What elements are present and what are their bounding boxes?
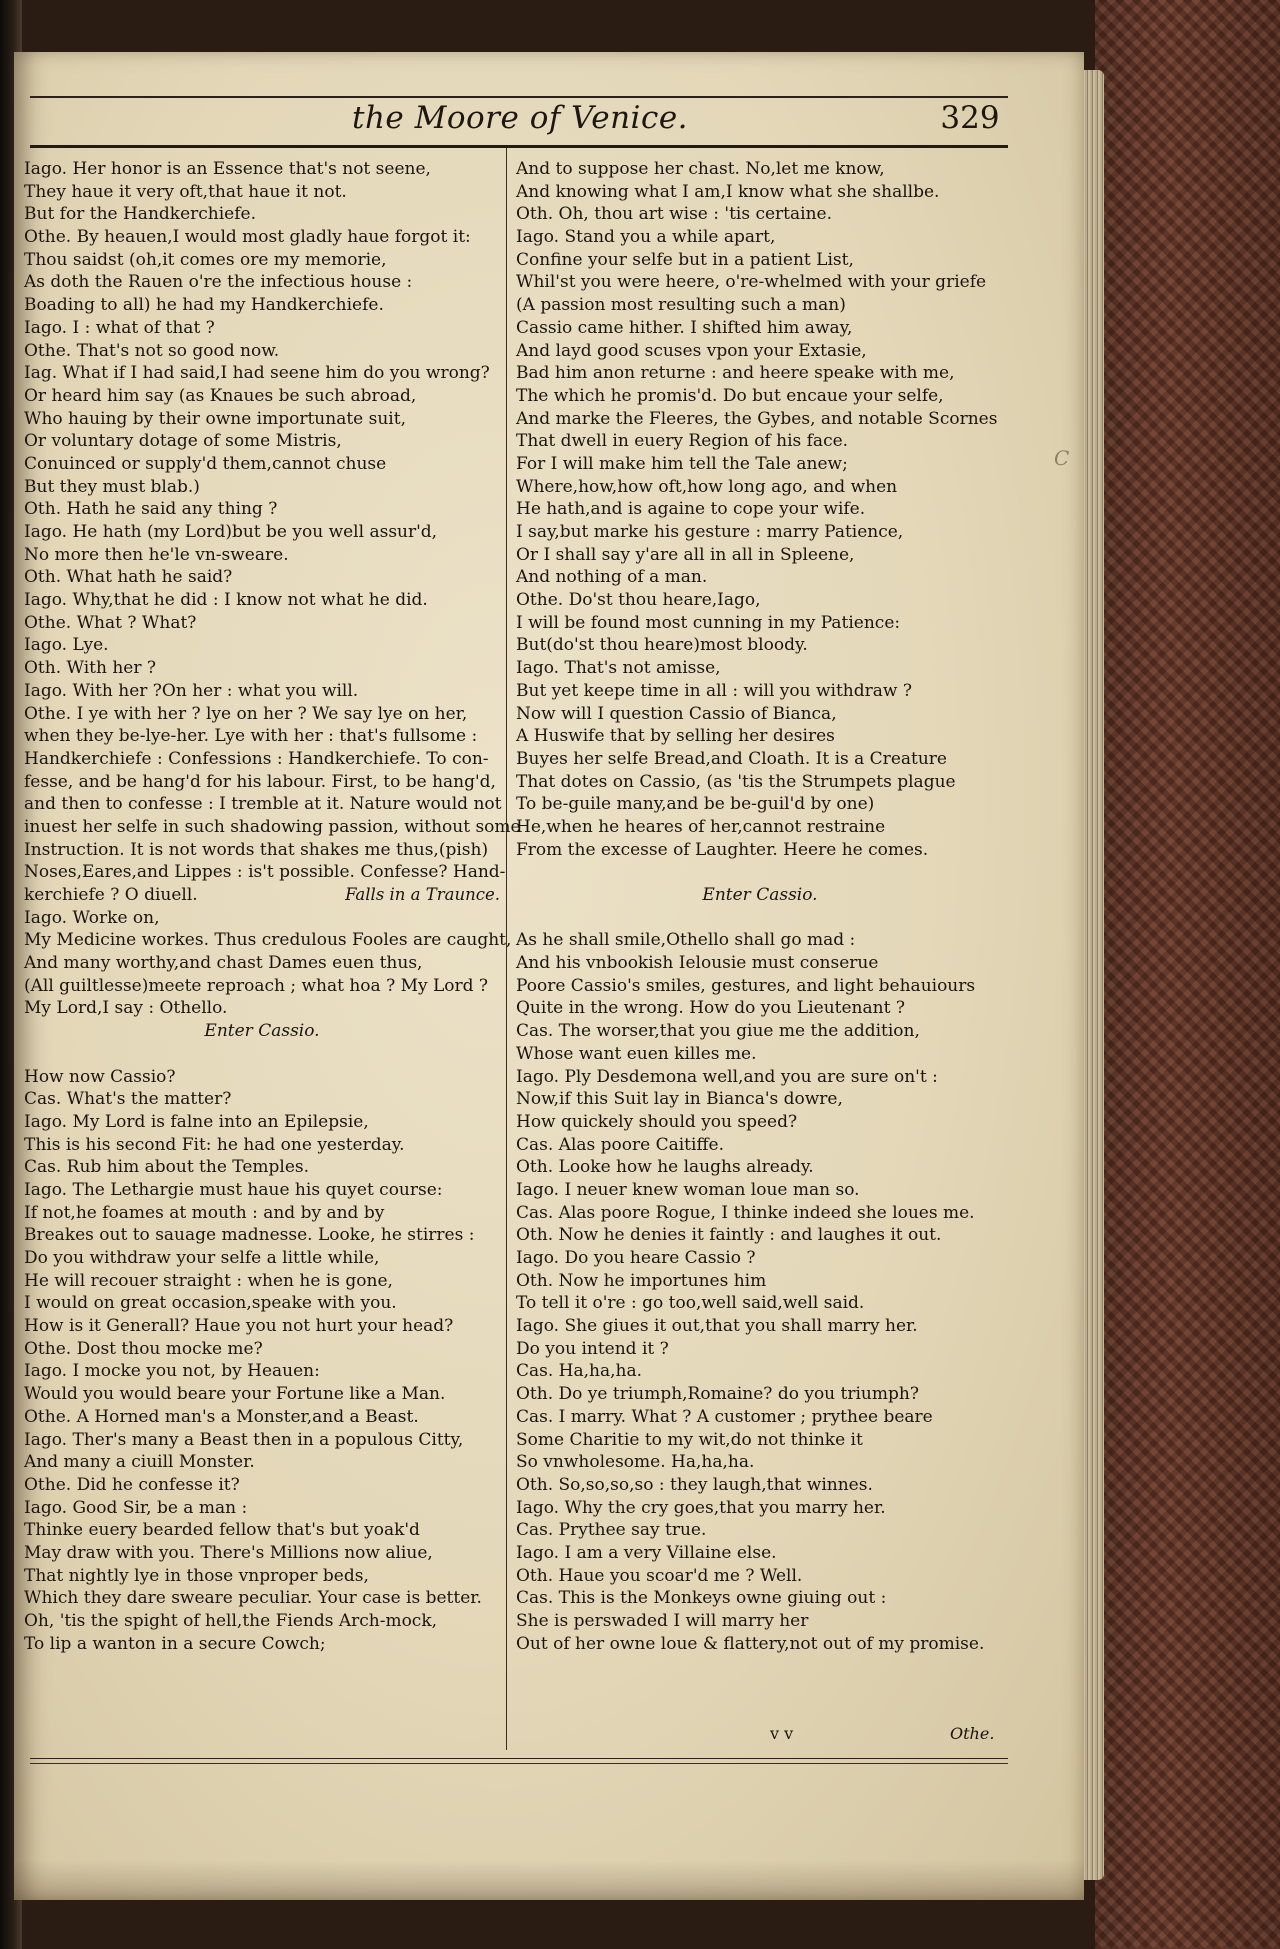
bottom-rule [30, 1758, 1008, 1759]
text-line: Where,how,how oft,how long ago, and when [516, 476, 898, 497]
margin-note: C [1054, 446, 1070, 470]
text-line: And knowing what I am,I know what she shallbe. [516, 181, 940, 202]
text-line: Oth. So,so,so,so : they laugh,that winnes. [516, 1474, 873, 1495]
text-line: Noses,Eares,and Lippes : is't possible. Confesse? Hand- [24, 862, 506, 883]
text-line: The which he promis'd. Do but encaue your selfe, [516, 385, 944, 406]
running-title: the Moore of Venice. [351, 100, 689, 136]
text-line: Oth. Do ye triumph,Romaine? do you triumph? [516, 1384, 919, 1405]
text-line: For I will make him tell the Tale anew; [516, 453, 848, 474]
text-line: Iago. Why,that he did : I know not what he did. [24, 590, 428, 611]
text-line: Iago. Good Sir, be a man : [24, 1497, 248, 1518]
stage-direction-falls: Falls in a Traunce. [345, 885, 500, 904]
text-line: (A passion most resulting such a man) [516, 295, 846, 316]
text-line: This is his second Fit: he had one yesterday. [24, 1134, 405, 1155]
text-line: Oth. Now he importunes him [516, 1270, 767, 1291]
top-rule [30, 96, 1008, 98]
text-line: Iago. She giues it out,that you shall marry her. [516, 1316, 918, 1337]
text-line: How is it Generall? Haue you not hurt your head? [24, 1316, 454, 1337]
text-line: That nightly lye in those vnproper beds, [24, 1565, 369, 1586]
text-line: Oth. Oh, thou art wise : 'tis certaine. [516, 204, 832, 225]
text-line: Instruction. It is not words that shakes me thus,(pish) [24, 839, 489, 860]
text-line: Iago. Worke on, [24, 907, 160, 928]
text-line: (All guiltlesse)meete reproach ; what hoa ? My Lord ? [24, 975, 489, 996]
text-line: I would on great occasion,speake with you. [24, 1293, 397, 1314]
text-line: Iago. My Lord is falne into an Epilepsie, [24, 1111, 369, 1132]
text-line: He hath,and is againe to cope your wife. [516, 499, 866, 520]
text-line: Iago. Ther's many a Beast then in a populous Citty, [24, 1429, 464, 1450]
text-line: Cas. What's the matter? [24, 1089, 232, 1110]
text-line: Iago. Ply Desdemona well,and you are sure on't : [516, 1066, 938, 1087]
text-line: Cas. I marry. What ? A customer ; prythee beare [516, 1406, 933, 1427]
text-line: Oth. Now he denies it faintly : and laughes it out. [516, 1225, 942, 1246]
text-line: Thinke euery bearded fellow that's but yoak'd [24, 1520, 420, 1541]
text-line [516, 907, 1004, 930]
text-line-content: kerchiefe ? O diuell. [24, 885, 198, 905]
text-line: And many a ciuill Monster. [24, 1452, 255, 1473]
text-line: and then to confesse : I tremble at it. Nature would not [24, 794, 502, 815]
text-line: He,when he heares of her,cannot restraine [516, 816, 886, 837]
text-line: And his vnbookish Ielousie must conserue [516, 953, 879, 974]
text-line: She is perswaded I will marry her [516, 1611, 809, 1631]
text-line: Now,if this Suit lay in Bianca's dowre, [516, 1089, 843, 1110]
page-number: 329 [940, 100, 1000, 136]
text-line: Whil'st you were heere, o're-whelmed with your griefe [516, 272, 987, 293]
text-line: Poore Cassio's smiles, gestures, and light behauiours [516, 975, 976, 996]
text-line: May draw with you. There's Millions now aliue, [24, 1542, 433, 1563]
text-line: They haue it very oft,that haue it not. [24, 181, 347, 202]
header-rule [30, 145, 1008, 148]
text-line: To be-guile many,and be be-guil'd by one) [516, 794, 875, 815]
text-line: As he shall smile,Othello shall go mad : [516, 930, 856, 951]
text-line: Which they dare sweare peculiar. Your case is better. [24, 1588, 482, 1609]
text-line: Would you would beare your Fortune like a Man. [24, 1384, 446, 1405]
text-line: Cas. The worser,that you giue me the addition, [516, 1021, 920, 1042]
text-line: Cas. Alas poore Rogue, I thinke indeed she loues me. [516, 1202, 975, 1223]
text-line: And to suppose her chast. No,let me know, [516, 159, 885, 179]
text-line: My Medicine workes. Thus credulous Fooles are caught, [24, 930, 512, 951]
text-line: And layd good scuses vpon your Extasie, [516, 340, 867, 361]
text-line: Oh, 'tis the spight of hell,the Fiends Arch-mock, [24, 1611, 438, 1631]
text-line: I will be found most cunning in my Patience: [516, 612, 901, 633]
text-line: Iago. Her honor is an Essence that's not seene, [24, 159, 431, 179]
text-line: Iago. With her ?On her : what you will. [24, 680, 359, 701]
text-line: Othe. That's not so good now. [24, 340, 280, 361]
text-line: My Lord,I say : Othello. [24, 998, 228, 1019]
text-line: Iago. I am a very Villaine else. [516, 1542, 777, 1563]
text-line: Iago. The Lethargie must haue his quyet course: [24, 1179, 443, 1200]
text-line: How now Cassio? [24, 1066, 176, 1087]
text-line: So vnwholesome. Ha,ha,ha. [516, 1452, 755, 1473]
text-line: Bad him anon returne : and heere speake with me, [516, 363, 955, 384]
text-line: Othe. What ? What? [24, 612, 197, 633]
text-line: Now will I question Cassio of Bianca, [516, 703, 837, 724]
text-line: Cas. Alas poore Caitiffe. [516, 1134, 724, 1155]
text-line: Who hauing by their owne importunate suit, [24, 408, 406, 429]
text-line: But(do'st thou heare)most bloody. [516, 635, 808, 656]
text-line: Othe. By heauen,I would most gladly haue forgot it: [24, 227, 471, 248]
stage-direction-enter-cassio: Enter Cassio. [702, 885, 818, 905]
text-line: Breakes out to sauage madnesse. Looke, he stirres : [24, 1225, 475, 1246]
text-line: Quite in the wrong. How do you Lieutenant ? [516, 998, 905, 1019]
text-line: That dotes on Cassio, (as 'tis the Strumpets plague [516, 771, 956, 792]
text-line: Iago. Do you heare Cassio ? [516, 1248, 756, 1268]
book-cover-right [1095, 0, 1280, 1949]
text-line: Cassio came hither. I shifted him away, [516, 317, 853, 338]
stage-direction-enter-cassio: Enter Cassio. [204, 1021, 320, 1042]
text-line: Oth. With her ? [24, 658, 156, 679]
text-line: Boading to all) he had my Handkerchiefe. [24, 295, 384, 316]
text-line: But for the Handkerchiefe. [24, 204, 256, 225]
text-line: Iago. That's not amisse, [516, 658, 721, 679]
text-line: Thou saidst (oh,it comes ore my memorie, [24, 249, 387, 270]
text-line: As doth the Rauen o're the infectious house : [24, 272, 413, 293]
text-line: That dwell in euery Region of his face. [516, 431, 849, 452]
text-line: But they must blab.) [24, 476, 200, 497]
text-line: But yet keepe time in all : will you withdraw ? [516, 680, 912, 701]
text-line: No more then he'le vn-sweare. [24, 544, 289, 565]
text-line [24, 1043, 500, 1066]
text-line: And nothing of a man. [516, 567, 708, 588]
text-line: Iago. I neuer knew woman loue man so. [516, 1179, 860, 1200]
right-column [516, 158, 1004, 1655]
text-line [24, 884, 500, 907]
signature-mark: v v [770, 1724, 794, 1743]
text-line: Othe. A Horned man's a Monster,and a Beast. [24, 1406, 419, 1427]
page-shadow [14, 1860, 1084, 1900]
text-line: Iago. He hath (my Lord)but be you well assur'd, [24, 522, 438, 542]
text-line: I say,but marke his gesture : marry Patience, [516, 522, 904, 542]
text-line: Othe. Do'st thou heare,Iago, [516, 590, 761, 611]
text-line: Out of her owne loue & flattery,not out of my promise. [516, 1633, 985, 1654]
text-line: Oth. Looke how he laughs already. [516, 1157, 814, 1178]
text-line: Buyes her selfe Bread,and Cloath. It is a Creature [516, 748, 947, 769]
text-line: Do you intend it ? [516, 1338, 669, 1359]
text-line: fesse, and be hang'd for his labour. First, to be hang'd, [24, 771, 496, 792]
text-line: Cas. This is the Monkeys owne giuing out : [516, 1588, 887, 1609]
text-line: Handkerchiefe : Confessions : Handkerchiefe. To con- [24, 748, 489, 769]
text-line: Or heard him say (as Knaues be such abroad, [24, 385, 417, 406]
bottom-rule-secondary [30, 1763, 1008, 1764]
text-line: Iag. What if I had said,I had seene him do you wrong? [24, 363, 490, 384]
text-line: Othe. Dost thou mocke me? [24, 1338, 263, 1359]
text-line: Iago. Stand you a while apart, [516, 227, 776, 248]
text-line: To lip a wanton in a secure Cowch; [24, 1633, 326, 1654]
text-line: And marke the Fleeres, the Gybes, and notable Scornes [516, 408, 998, 429]
text-line: Cas. Prythee say true. [516, 1520, 707, 1541]
text-line: Confine your selfe but in a patient List, [516, 249, 854, 270]
text-line: He will recouer straight : when he is gone, [24, 1270, 393, 1291]
text-line: Do you withdraw your selfe a little while, [24, 1248, 380, 1268]
text-line: If not,he foames at mouth : and by and by [24, 1202, 385, 1223]
text-line: A Huswife that by selling her desires [516, 726, 835, 747]
text-line: Iago. Lye. [24, 635, 109, 656]
left-column [24, 158, 521, 1655]
text-line: Oth. Haue you scoar'd me ? Well. [516, 1565, 803, 1586]
text-line: To tell it o're : go too,well said,well said. [516, 1293, 865, 1314]
text-line: From the excesse of Laughter. Heere he comes. [516, 839, 929, 860]
text-line: inuest her selfe in such shadowing passion, without some [24, 816, 521, 837]
text-line: Or I shall say y'are all in all in Spleene, [516, 544, 855, 565]
catchword: Othe. [950, 1724, 995, 1743]
text-line: Iago. I : what of that ? [24, 317, 215, 338]
text-line: Cas. Rub him about the Temples. [24, 1157, 310, 1178]
text-line: Cas. Ha,ha,ha. [516, 1361, 643, 1382]
text-line: How quickely should you speed? [516, 1111, 798, 1132]
text-line: Oth. Hath he said any thing ? [24, 499, 278, 520]
text-line: Oth. What hath he said? [24, 567, 233, 588]
text-line: Othe. Did he confesse it? [24, 1474, 240, 1495]
text-line: when they be-lye-her. Lye with her : that's fullsome : [24, 726, 478, 747]
text-line: Conuinced or supply'd them,cannot chuse [24, 453, 387, 474]
text-line: Whose want euen killes me. [516, 1043, 757, 1064]
text-line [516, 861, 1004, 884]
text-line: And many worthy,and chast Dames euen thus, [24, 953, 423, 974]
text-line: Iago. Why the cry goes,that you marry her. [516, 1497, 886, 1518]
text-line: Iago. I mocke you not, by Heauen: [24, 1361, 320, 1382]
text-line: Some Charitie to my wit,do not thinke it [516, 1429, 863, 1450]
text-line: Or voluntary dotage of some Mistris, [24, 431, 342, 452]
text-line: Othe. I ye with her ? lye on her ? We say lye on her, [24, 703, 468, 724]
